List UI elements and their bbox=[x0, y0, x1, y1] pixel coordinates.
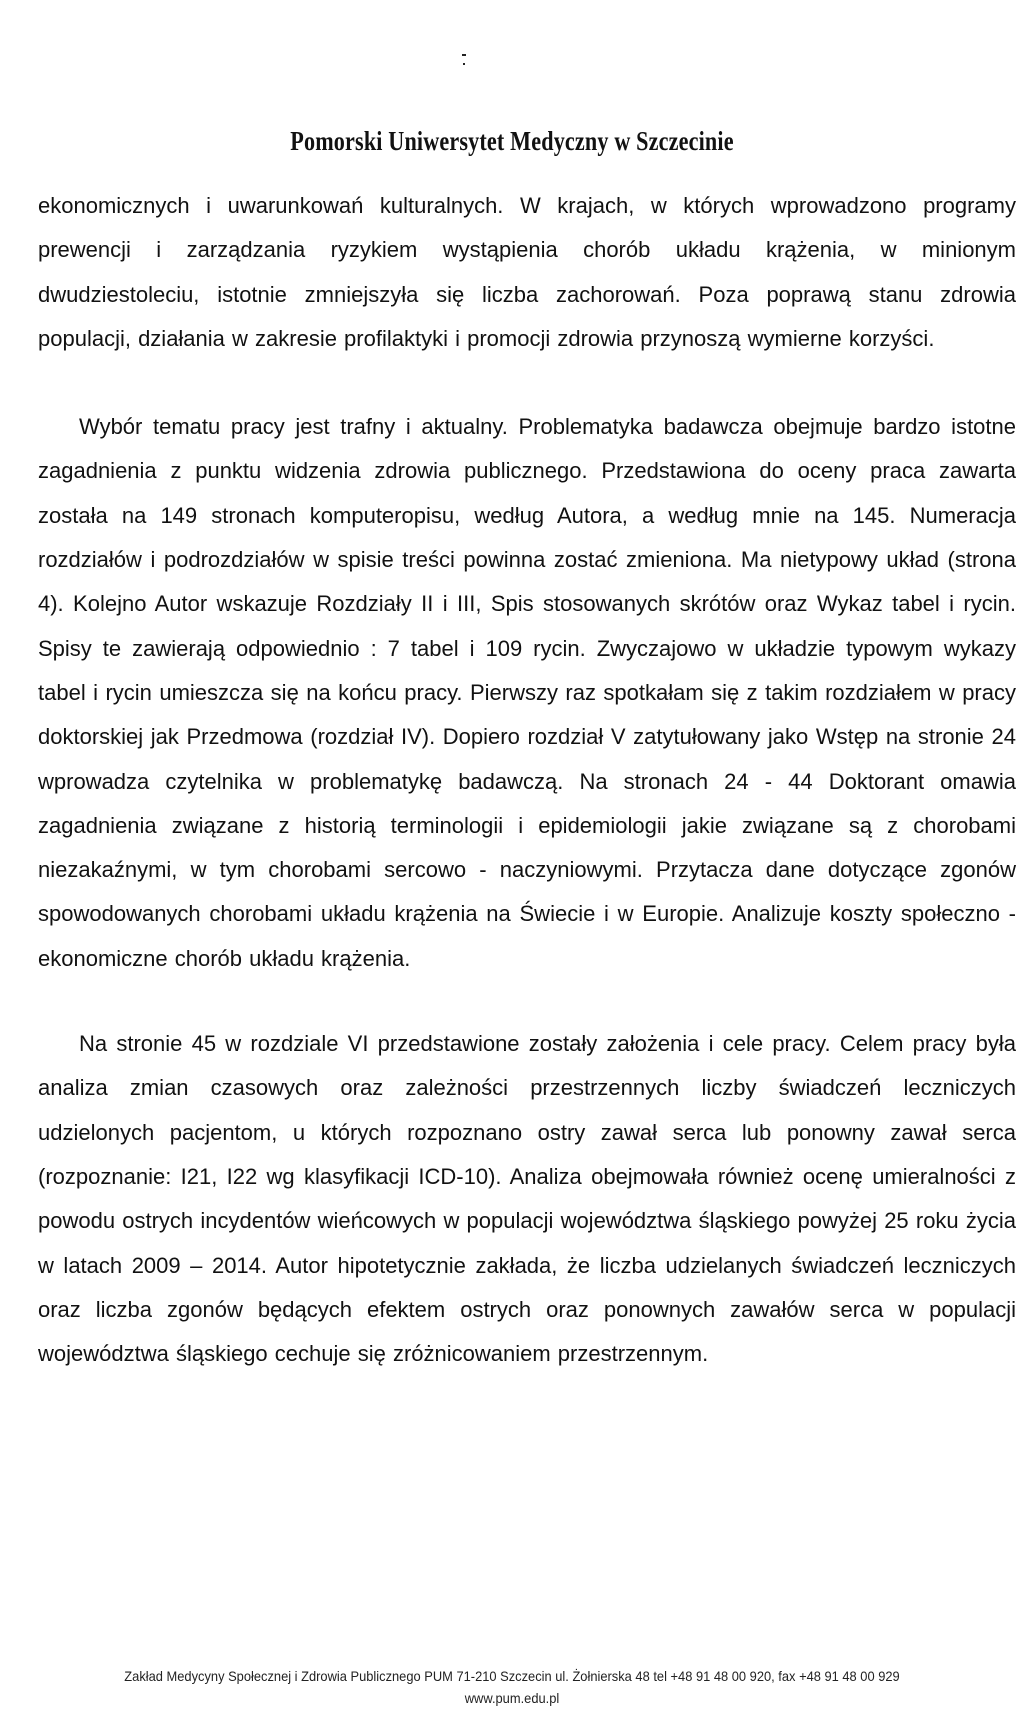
paragraph-2: Wybór tematu pracy jest trafny i aktualny. Problematyka badawcza obejmuje bardzo istotne zagadnienia z punktu widzenia zdrowia publicznego. Przedstawiona do oceny praca zawarta została na 149 stronach komputeropisu, według Autora, a według mnie na 145. Numeracja rozdziałów i podrozdziałów w spisie treści powinna zostać zmieniona. Ma nietypowy układ (strona 4). Kolejno Autor wskazuje Rozdziały II i III, Spis stosowanych skrótów oraz Wykaz tabel i rycin. Spisy te zawierają odpowiednio : 7 tabel i 109 rycin. Zwyczajowo w układzie typowym wykazy tabel i rycin umieszcza się na końcu pracy. Pierwszy raz spotkałam się z takim rozdziałem w pracy doktorskiej jak Przedmowa (rozdział IV). Dopiero rozdział V zatytułowany jako Wstęp na stronie 24 wprowadza czytelnika w problematykę badawczą. Na stronach 24 - 44 Doktorant omawia zagadnienia związane z historią terminologii i epidemiologii jakie związane są z chorobami niezakaźnymi, w tym chorobami sercowo - naczyniowymi. Przytacza dane dotyczące zgonów spowodowanych chorobami układu krążenia na Świecie i w Europie. Analizuje koszty społeczno - ekonomiczne chorób układu krążenia. bbox=[38, 414, 1016, 971]
institution-header: Pomorski Uniwersytet Medyczny w Szczecinie bbox=[290, 126, 734, 156]
paragraph-3: Na stronie 45 w rozdziale VI przedstawione zostały założenia i cele pracy. Celem pracy była analiza zmian czasowych oraz zależności przestrzennych liczby świadczeń leczniczych udzielonych pacjentom, u których rozpoznano ostry zawał serca lub ponowny zawał serca (rozpoznanie: I21, I22 wg klasyfikacji ICD-10). Analiza obejmowała również ocenę umieralności z powodu ostrych incydentów wieńcowych w populacji województwa śląskiego powyżej 25 roku życia w latach 2009 – 2014. Autor hipotetycznie zakłada, że liczba udzielanych świadczeń leczniczych oraz liczba zgonów będących efektem ostrych oraz ponownych zawałów serca w populacji województwa śląskiego cechuje się zróżnicowaniem przestrzennym. bbox=[38, 1031, 1016, 1367]
scan-speck bbox=[462, 54, 466, 56]
page-footer bbox=[41, 1665, 983, 1709]
document-body bbox=[38, 184, 1016, 1376]
scan-speck bbox=[463, 63, 465, 65]
footer-address: Zakład Medycyny Społecznej i Zdrowia Publicznego PUM 71-210 Szczecin ul. Żołnierska 48 tel +48 91 48 00 920, fax +48 91 48 00 929 bbox=[124, 1668, 900, 1684]
footer-website: www.pum.edu.pl bbox=[464, 1690, 560, 1706]
paragraph-1: ekonomicznych i uwarunkowań kulturalnych. W krajach, w których wprowadzono programy prewencji i zarządzania ryzykiem wystąpienia chorób układu krążenia, w minionym dwudziestoleciu, istotnie zmniejszyła się liczba zachorowań. Poza poprawą stanu zdrowia populacji, działania w zakresie profilaktyki i promocji zdrowia przynoszą wymierne korzyści. bbox=[38, 193, 1016, 351]
